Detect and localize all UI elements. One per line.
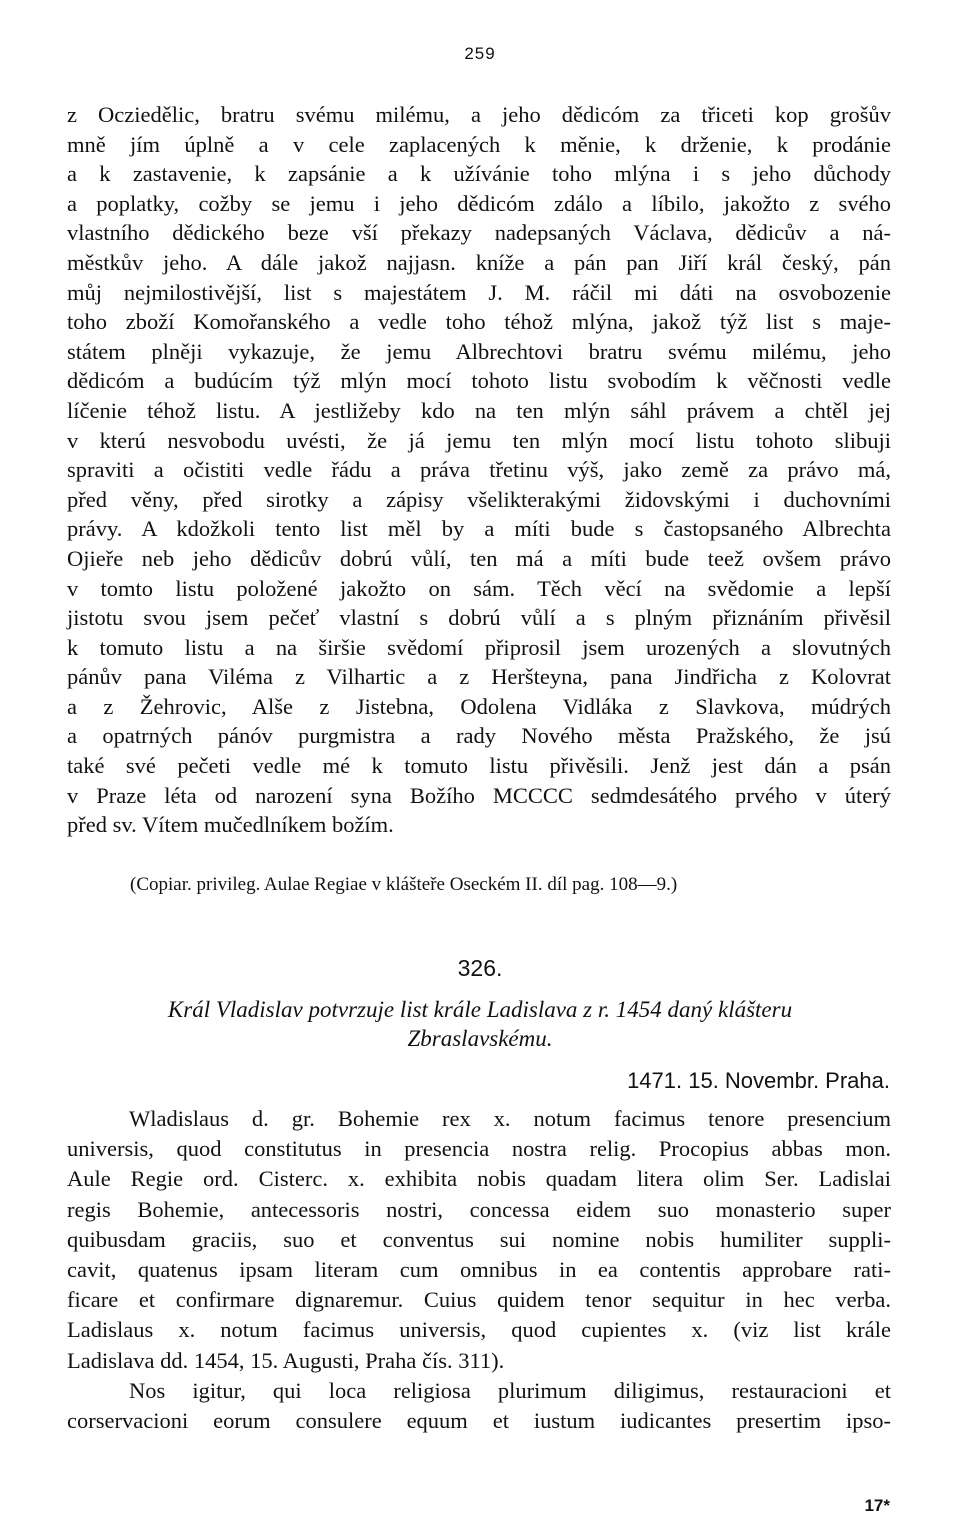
text-line: pánův pana Viléma z Vilhartic a z Heršteyna, pana Jindřicha z Kolovrat: [67, 664, 891, 690]
text-line: a poplatky, cožby se jemu i jeho dědicóm zdálo a líbilo, jakožto z svého: [67, 190, 891, 216]
text-line: Ojieře neb jeho dědicův dobrú vůlí, ten má a míti bude teež ovšem právo: [67, 545, 891, 571]
text-line: mně jím úplně a v cele zaplacených k měnie, k drženie, k prodánie: [67, 131, 891, 157]
text-line: vlastního dědického beze vší překazy nadepsaných Václava, dědicův a ná-: [67, 220, 891, 246]
text-line: jistotu svou jsem pečeť vlastní s dobrú vůlí a s plným přiznáním přivěsil: [67, 605, 891, 631]
text-line: z Ocziedělic, bratru svému milému, a jeho dědicóm za třiceti kop grošův: [67, 102, 891, 127]
text-line: státem plněji vykazuje, že jemu Albrechtovi bratru svému milému, jeho: [67, 338, 891, 364]
text-line: spraviti a očistiti vedle řádu a práva třetinu výš, jako země za právo má,: [67, 457, 891, 483]
text-line: dědicóm a budúcím týž mlýn mocí tohoto listu svobodím k věčnosti vedle: [67, 368, 891, 394]
text-line: můj nejmilostivější, list s majestátem J. M. ráčil mi dáti na osvobozenie: [67, 279, 891, 305]
page-number: 259: [464, 44, 496, 63]
text-line: Ladislava dd. 1454, 15. Augusti, Praha čís. 311).: [67, 1347, 505, 1373]
text-line: Aule Regie ord. Cisterc. x. exhibita nobis quadam litera olim Ser. Ladislai: [67, 1166, 891, 1192]
text-line: a k zastavenie, k zapsánie a k užívánie toho mlýna i s jeho důchody: [67, 161, 891, 187]
text-line: v tomto listu položené jakožto on sám. Těch věcí na svědomie a lepší: [67, 575, 891, 601]
latin-body-text: [67, 1104, 891, 1436]
text-line: před sv. Vítem mučedlníkem božím.: [67, 812, 394, 838]
text-line: cavit, quatenus ipsam literam cum omnibus in ea contentis approbare rati-: [67, 1257, 891, 1283]
document-title: [90, 995, 870, 1053]
czech-body-text: [67, 100, 891, 840]
text-line: také své pečeti vedle mé k tomuto listu přivěsili. Jenž jest dán a psán: [67, 753, 891, 779]
text-line: quibusdam graciis, suo et conventus sui nomine nobis humiliter suppli-: [67, 1226, 891, 1252]
source-note: (Copiar. privileg. Aulae Regiae v klášteře Oseckém II. díl pag. 108—9.): [130, 874, 678, 895]
text-line: a opatrných pánóv purgmistra a rady Nového města Pražského, že jsú: [67, 723, 891, 749]
signature-mark: 17*: [864, 1496, 890, 1515]
text-line: Wladislaus d. gr. Bohemie rex x. notum facimus tenore presencium: [129, 1106, 891, 1131]
document-date: 1471. 15. Novembr. Praha.: [627, 1068, 890, 1093]
text-line: corservacioni eorum consulere equum et iustum iudicantes presertim ipso-: [67, 1408, 891, 1434]
text-line: universis, quod constitutus in presencia nostra relig. Procopius abbas mon.: [67, 1136, 891, 1162]
text-line: Ladislaus x. notum facimus universis, quod cupientes x. (viz list krále: [67, 1317, 891, 1343]
text-line: a z Žehrovic, Alše z Jistebna, Odolena Vidláka z Slavkova, múdrých: [67, 693, 891, 719]
document-number: 326.: [457, 955, 503, 981]
text-line: městkův jeho. A dále jakož najjasn. kníže a pán pan Jiří král český, pán: [67, 249, 891, 275]
document-title-line: Zbraslavskému.: [407, 1026, 553, 1051]
text-line: před věny, před sirotky a zápisy všelikterakými židovskými i duchovními: [67, 486, 891, 512]
text-line: toho zboží Komořanského a vedle toho téhož mlýna, jakož týž list s maje-: [67, 309, 891, 335]
document-title-line: Král Vladislav potvrzuje list krále Ladislava z r. 1454 daný klášteru: [167, 997, 793, 1022]
text-line: líčenie téhož listu. A jestližeby kdo na ten mlýn sáhl právem a chtěl jej: [67, 397, 891, 423]
text-line: právy. A kdožkoli tento list měl by a míti bude s častopsaného Albrechta: [67, 516, 891, 542]
text-line: Nos igitur, qui loca religiosa plurimum diligimus, restauracioni et: [129, 1377, 891, 1403]
text-line: v Praze léta od narození syna Božího MCCCC sedmdesátého prvého v úterý: [67, 782, 891, 808]
text-line: k tomuto listu a na širšie svědomí připrosil jsem urozených a slovutných: [67, 634, 891, 660]
text-line: v kterú nesvobodu uvésti, že já jemu ten mlýn mocí listu tohoto slibuji: [67, 427, 891, 453]
text-line: ficare et confirmare dignaremur. Cuius quidem tenor sequitur in hec verba.: [67, 1287, 891, 1313]
text-line: regis Bohemie, antecessoris nostri, concessa eidem suo monasterio super: [67, 1196, 891, 1222]
